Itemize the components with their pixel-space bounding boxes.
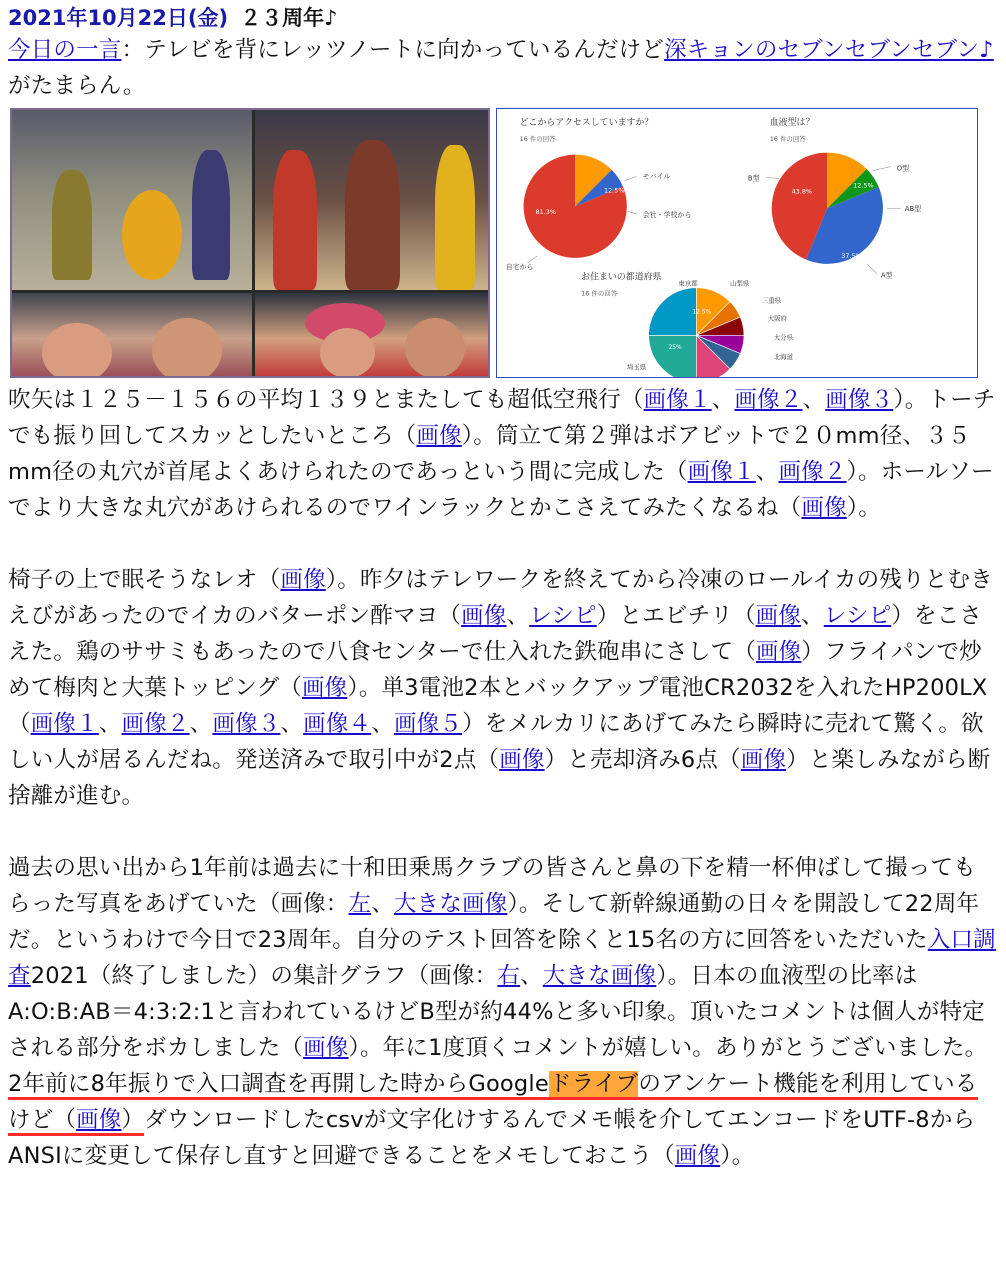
image-link[interactable]: 画像 (76, 1107, 122, 1133)
text: ）。トーチでも振り回してスカッとしたいところ（ (8, 387, 996, 449)
photo-figure (52, 170, 92, 280)
image-link[interactable]: 画像２ (734, 387, 803, 413)
text: 、 (520, 963, 543, 989)
photo-face (320, 328, 375, 376)
text: 、 (371, 711, 394, 737)
chart1-pct-home: 81.3% (535, 208, 556, 217)
text: ）をメルカリにあげてみたら瞬時に売れて驚く。欲しい人が居るんだね。発送済みで取引中が2点（ (8, 711, 984, 773)
image-link[interactable]: 画像５ (393, 711, 463, 737)
entry-header (8, 4, 998, 32)
text: 、 (711, 387, 735, 413)
underlined-text (8, 1071, 616, 1100)
photo-hat-pair (255, 293, 488, 376)
text: ）をこさえた。鶏のササミもあったので八食センターで仕入れた鉄砲串にさして（ (8, 603, 983, 665)
text: ）と楽しみながら断捨離が進む。 (8, 747, 991, 809)
chart1-label-mobile: モバイル (642, 172, 671, 181)
text: 、 (801, 603, 824, 629)
photo-figure (435, 145, 475, 290)
text: 、 (98, 711, 122, 737)
chart3-slices (649, 288, 744, 377)
figure-row (10, 108, 998, 380)
today-word-link[interactable]: 今日の一言 (8, 37, 122, 63)
chart2-label-o: O型 (896, 164, 910, 173)
chart3-count: 16 件の回答 (581, 289, 618, 298)
photo-figure (192, 150, 230, 280)
chart1-count: 16 件の回答 (519, 134, 556, 143)
image-link[interactable]: 画像４ (303, 711, 372, 737)
chart3-label-tokyo: 東京都 (678, 279, 698, 288)
intro-text-2: がたまらん。 (8, 73, 146, 99)
photo-station-event (12, 110, 252, 290)
paragraph-fukiya (8, 382, 998, 526)
photo-mascot (122, 190, 182, 280)
text: ）と売却済み6点（ (544, 747, 741, 773)
chart3-pct-tokyo: 12.5% (692, 308, 712, 316)
chart1-pct-mobile: 12.5% (603, 186, 625, 195)
image-link[interactable]: 画像１ (687, 459, 756, 485)
chart3-title: お住まいの都道府県 (581, 272, 662, 283)
text: 、 (506, 603, 530, 629)
chart2-pct-o: 12.5% (853, 181, 874, 190)
text: 、 (755, 459, 779, 485)
image-link[interactable]: 画像２ (121, 711, 190, 737)
image-link[interactable]: 画像 (461, 603, 507, 629)
photo-figure (345, 140, 400, 290)
image-link[interactable]: 画像３ (212, 711, 281, 737)
paragraph-anniversary (8, 850, 998, 1174)
text: ） (121, 1107, 145, 1133)
photo-face (42, 323, 112, 376)
text: 、 (371, 891, 394, 917)
text: ）フライパンで炒めて梅肉と大葉トッピング（ (8, 639, 982, 701)
chart1-label-home: 自宅から (505, 262, 534, 271)
paragraph-leo-cooking (8, 562, 998, 814)
text: ）。昨夕はテレワークを終えてから冷凍のロールイカの残りとむきえびがあったのでイカのバターポン酢マヨ（ (8, 567, 993, 629)
text: ）。筒立て第２弾はボアビットで２０mm径、３５mm径の丸穴が首尾よくあけられたのであっという間に完成した（ (8, 423, 971, 485)
chart2-label-b: B型 (747, 174, 760, 183)
spacer (8, 526, 998, 562)
song-link[interactable]: 深キョンのセブンセブンセブン♪ (664, 37, 994, 63)
image-link[interactable]: 画像１ (30, 711, 99, 737)
text: のアンケート機能を利用しているけど（ (8, 1071, 978, 1133)
text: 、 (802, 387, 826, 413)
image-link[interactable]: 画像 (740, 747, 787, 773)
chart3-label-hokkaido: 北海道 (773, 353, 794, 362)
highlighted-text: ブ (615, 1071, 639, 1097)
chart3-label-yamanashi: 山梨県 (730, 279, 750, 288)
image-link[interactable]: 画像３ (825, 387, 894, 413)
image-link[interactable]: 画像１ (643, 387, 712, 413)
image-link[interactable]: 画像２ (778, 459, 847, 485)
text: 2021（終了しました）の集計グラフ（画像： (30, 963, 498, 989)
photo-face (405, 318, 465, 376)
text: ）。日本の血液型の比率はA:O:B:AB＝4:3:2:1と言われているけどB型が約44%と多い印象。頂いたコメントは個人が特定される部分をボカしました（ (8, 963, 985, 1061)
text: ）。年に1度頂くコメントが嬉しい。ありがとうございました。 (348, 1035, 988, 1061)
chart2-pct-b: 43.8% (791, 187, 813, 196)
text: 吹矢は１２５－１５６の平均１３９とまたしても超低空飛行（ (8, 387, 644, 413)
survey-charts-svg (497, 109, 977, 377)
text: ）。 (720, 1143, 755, 1169)
photo-performers (255, 110, 488, 290)
text: ）とエビチリ（ (596, 603, 756, 629)
chart3-label-mie: 三重県 (761, 296, 782, 305)
event-photo-collage[interactable] (10, 108, 490, 378)
large-image-link[interactable]: 大きな画像 (542, 963, 657, 989)
image-link[interactable]: 画像 (416, 423, 462, 449)
text: 、 (280, 711, 304, 737)
text: 過去の思い出から1年前は過去に十和田乗馬クラブの皆さんと鼻の下を精一杯伸ばして撮ってもらった写真をあげていた（画像： (8, 855, 976, 917)
spacer (8, 814, 998, 850)
chart3-label-oita: 大分県 (773, 333, 794, 342)
right-image-link[interactable]: 右 (497, 963, 521, 989)
highlighted-text: ドライ (548, 1071, 616, 1097)
image-link[interactable]: 画像 (303, 1035, 349, 1061)
chart1-title: どこからアクセスしていますか？ (519, 117, 654, 128)
chart2-pct-a: 37.5% (841, 251, 862, 260)
chart3-slice-6 (649, 335, 697, 377)
recipe-link[interactable]: レシピ (823, 603, 892, 629)
recipe-link[interactable]: レシピ (529, 603, 597, 629)
chart3-slice-7 (649, 288, 697, 336)
text: ）。ホールソーでより大きな丸穴があけられるのでワインラックとかこさえてみたくなるね（ (8, 459, 994, 521)
chart3-label-saitama: 埼玉県 (626, 363, 647, 372)
image-link[interactable]: 画像 (280, 567, 326, 593)
large-image-link[interactable]: 大きな画像 (393, 891, 508, 917)
photo-face (152, 318, 222, 376)
image-link[interactable]: 画像 (755, 603, 802, 629)
photo-smiling-pair (12, 293, 252, 376)
chart2-title: 血液型は？ (769, 117, 815, 128)
image-link[interactable]: 画像 (499, 747, 545, 773)
left-image-link[interactable]: 左 (348, 891, 372, 917)
chart3-pct-saitama: 25% (668, 344, 682, 352)
photo-figure (273, 150, 317, 290)
text: ダウンロードしたcsvが文字化けするんでメモ帳を介してエンコードをUTF-8からANSIに変更して保存し直すと回避できることをメモしておこう（ (8, 1107, 976, 1169)
image-link[interactable]: 画像 (801, 495, 847, 521)
image-link[interactable]: 画像 (674, 1143, 721, 1169)
intro-paragraph (8, 32, 998, 104)
entry-title: ２３周年♪ (240, 6, 338, 30)
chart1-label-office: 会社・学校から (642, 211, 692, 220)
chart3-label-osaka: 大阪府 (767, 314, 788, 323)
text: 、 (189, 711, 213, 737)
text: 2年前に8年振りで入口調査を再開した時からGoogle (8, 1071, 549, 1097)
chart2-label-a: A型 (880, 271, 893, 280)
entry-date: 2021年10月22日(金) (8, 6, 229, 30)
image-link[interactable]: 画像 (755, 639, 802, 665)
chart2-count: 16 件の回答 (769, 134, 806, 143)
text: ）。 (846, 495, 881, 521)
text: ）。単3電池2本とバックアップ電池CR2032を入れたHP200LX（ (8, 675, 988, 737)
survey-chart-panel[interactable] (496, 108, 978, 378)
text: 椅子の上で眠そうなレオ（ (8, 567, 281, 593)
intro-text-1: ：テレビを背にレッツノートに向かっているんだけど (121, 37, 665, 63)
survey-link[interactable]: 入口調査 (8, 927, 996, 989)
chart2-label-ab: AB型 (904, 205, 922, 214)
text: ）。そして新幹線通勤の日々を開設して22周年だ。というわけで今日で23周年。自分のテスト回答を除くと15名の方に回答をいただいた (8, 891, 980, 953)
image-link[interactable]: 画像 (301, 675, 348, 701)
